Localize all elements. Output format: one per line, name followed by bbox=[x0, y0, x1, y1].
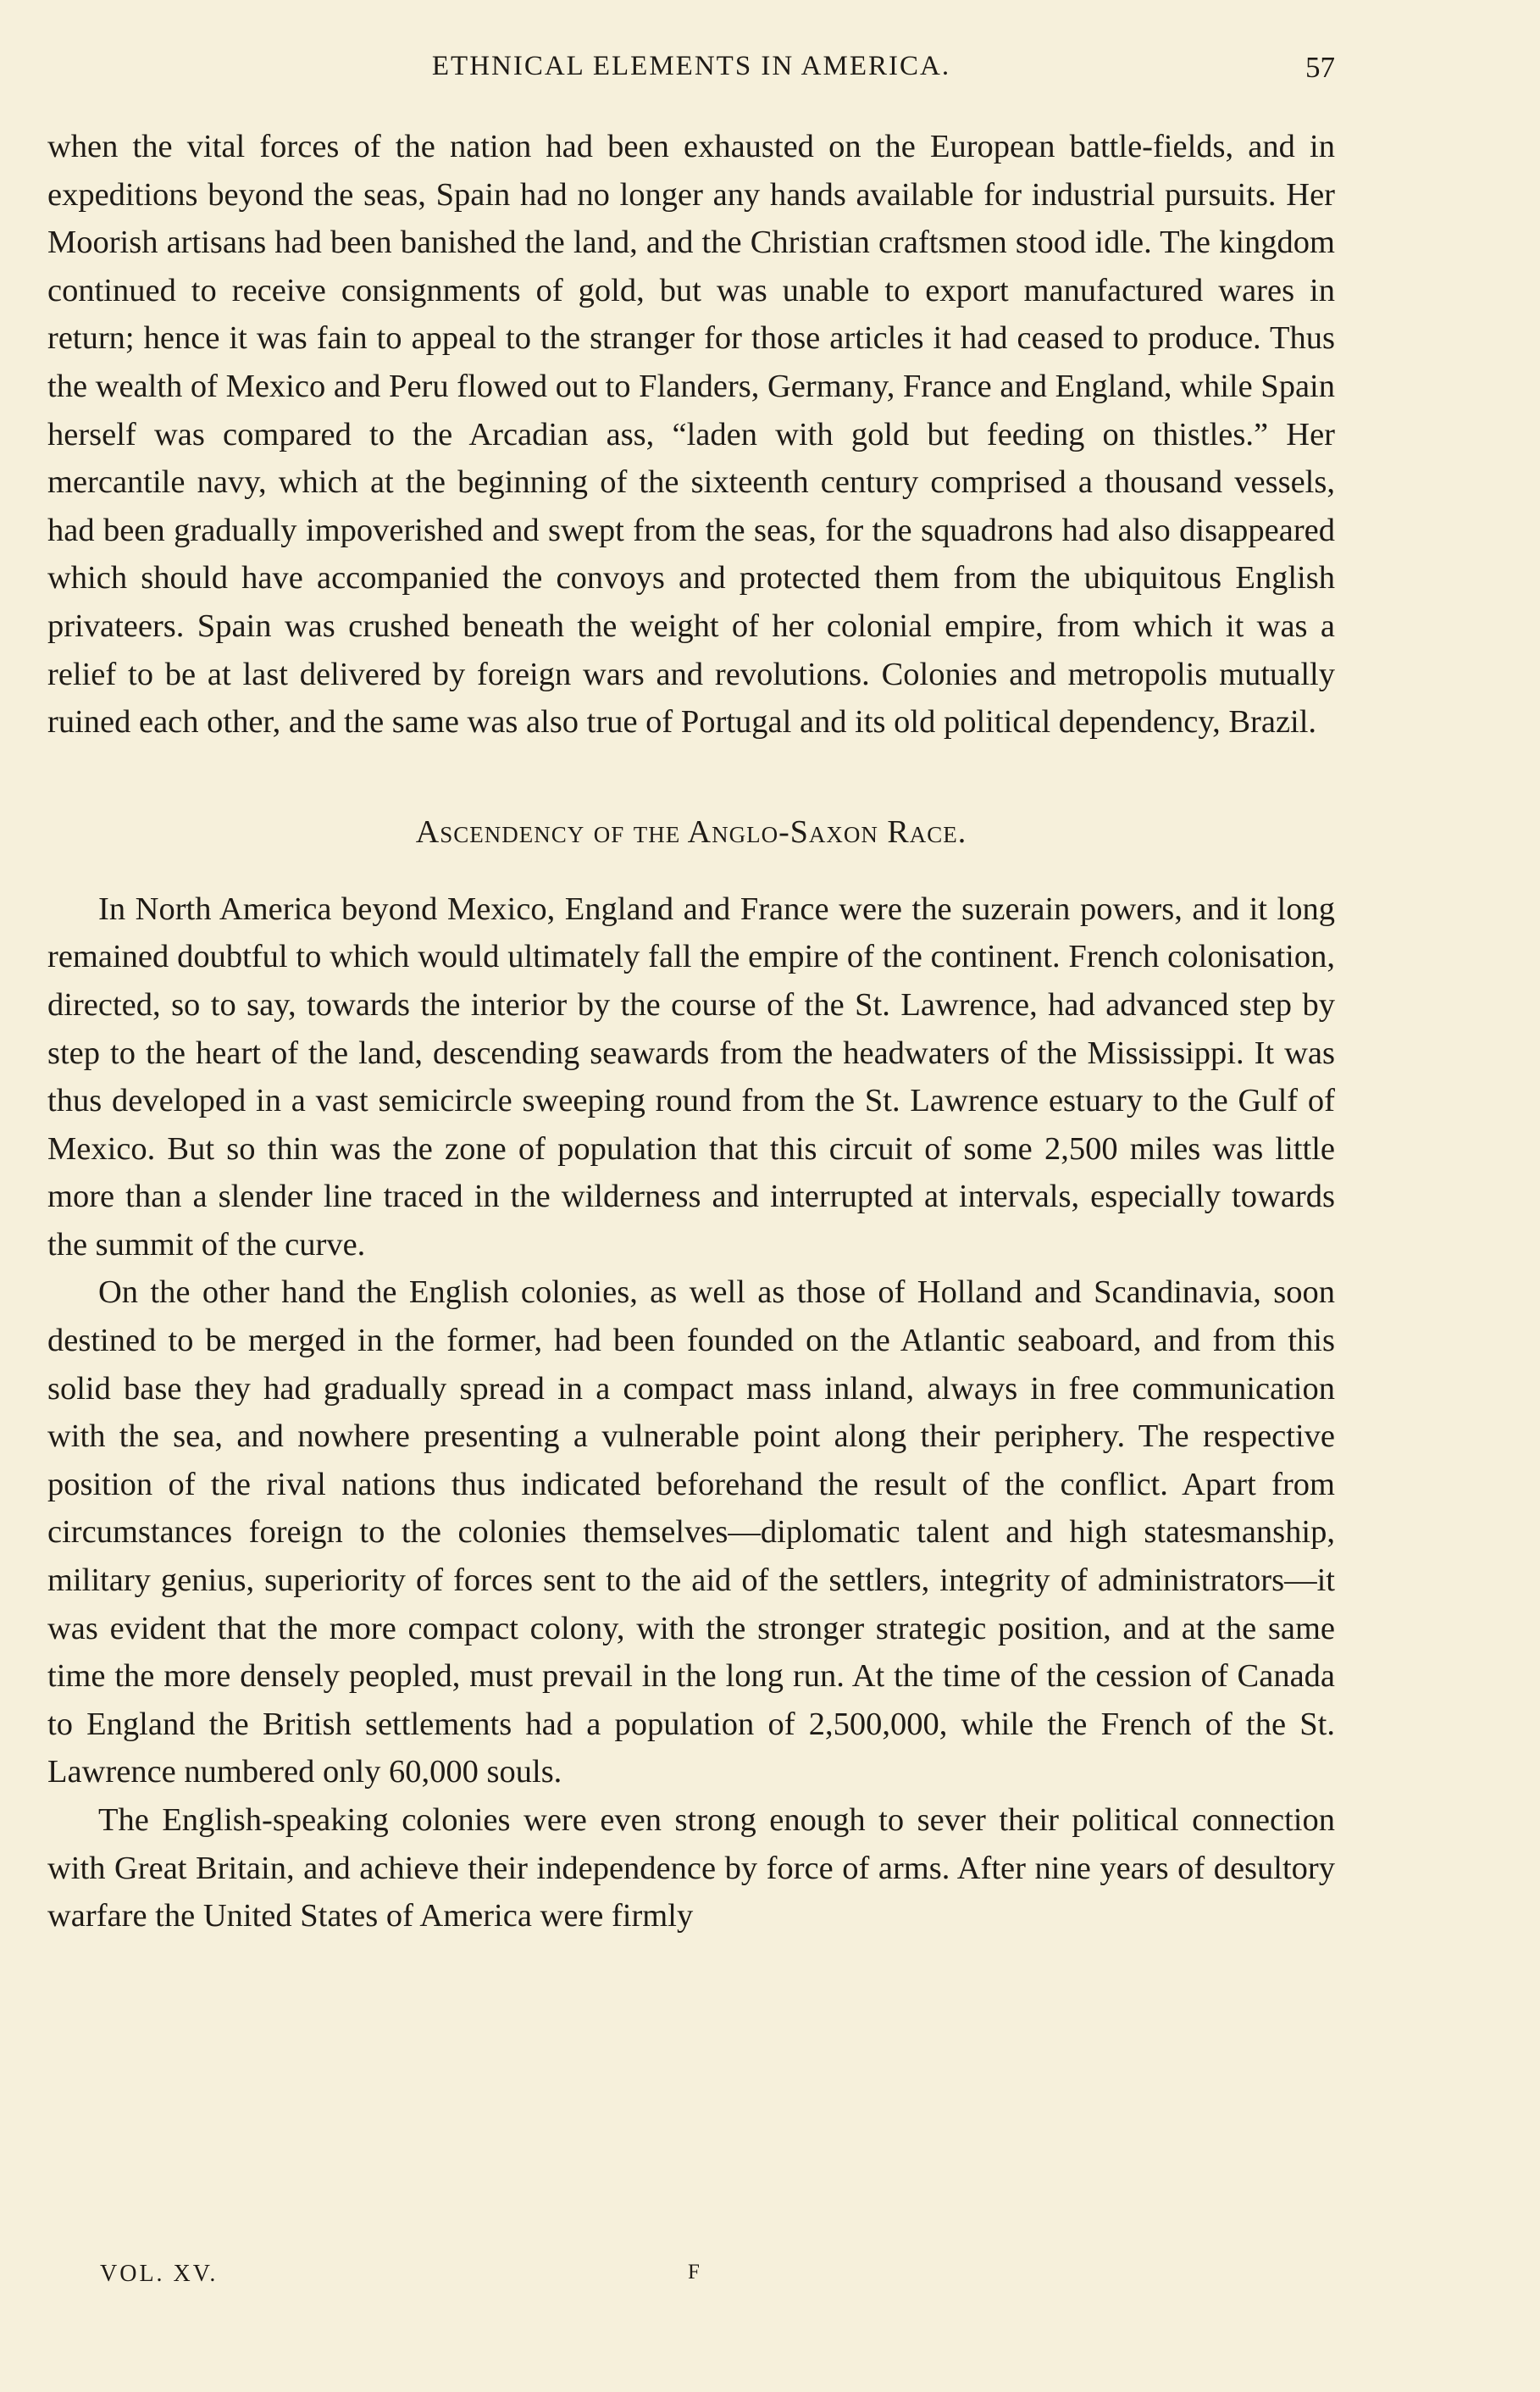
signature-mark: F bbox=[688, 2261, 700, 2284]
running-head bbox=[47, 51, 1335, 93]
body-text bbox=[47, 123, 1335, 1940]
paragraph-continuation: when the vital forces of the nation had been exhausted on the European battle-fields, and in expeditions beyond the seas, Spain had no longer any hands available for industrial pursuits. Her Moorish artisans had been banished the land, and the Christian craftsmen stood idle. The kingdom continued to receive consignments of gold, but was unable to export manufactured wares in return; hence it was fain to appeal to the stranger for those articles it had ceased to produce. Thus the wealth of Mexico and Peru flowed out to Flanders, Germany, France and England, while Spain herself was compared to the Arcadian ass, “laden with gold but feeding on thistles.” Her mercantile navy, which at the beginning of the sixteenth century comprised a thousand vessels, had been gradually impoverished and swept from the seas, for the squadrons had also disappeared which should have accompanied the convoys and protected them from the ubiquitous English privateers. Spain was crushed beneath the weight of her colonial empire, from which it was a relief to be at last delivered by foreign wars and revolutions. Colonies and metropolis mutually ruined each other, and the same was also true of Portugal and its old political dependency, Brazil. bbox=[47, 129, 1335, 741]
running-title: ETHNICAL ELEMENTS IN AMERICA. bbox=[431, 51, 951, 81]
page-footer bbox=[100, 2261, 1201, 2295]
paragraph: In North America beyond Mexico, England and France were the suzerain powers, and it long remained doubtful to which would ultimately fall the empire of the continent. French colonisation, directed, so to say, towards the interior by the course of the St. Lawrence, had advanced step by step to the heart of the land, descending seawards from the headwaters of the Mississippi. It was thus developed in a vast semicircle sweeping round from the St. Lawrence estuary to the Gulf of Mexico. But so thin was the zone of population that this circuit of some 2,500 miles was little more than a slender line traced in the wilderness and interrupted at intervals, especially towards the summit of the curve. bbox=[47, 891, 1335, 1263]
section-heading: Ascendency of the Anglo-Saxon Race. bbox=[415, 813, 967, 850]
paragraph: The English-speaking colonies were even strong enough to sever their political connection with Great Britain, and achieve their independence by force of arms. After nine years of desultory warfare the United States of America were firmly bbox=[47, 1802, 1335, 1934]
volume-mark: VOL. XV. bbox=[100, 2261, 219, 2287]
paragraph: On the other hand the English colonies, as well as those of Holland and Scandinavia, soon destined to be merged in the former, had been founded on the Atlantic seaboard, and from this solid base they had gradually spread in a compact mass inland, always in free communication with the sea, and nowhere presenting a vulnerable point along their periphery. The respective position of the rival nations thus indicated beforehand the result of the conflict. Apart from circumstances foreign to the colonies themselves—diplomatic talent and high statesmanship, military genius, superiority of forces sent to the aid of the settlers, integrity of administrators—it was evident that the more compact colony, with the stronger strategic position, and at the same time the more densely peopled, must prevail in the long run. At the time of the cession of Canada to England the British settlements had a population of 2,500,000, while the French of the St. Lawrence numbered only 60,000 souls. bbox=[47, 1274, 1335, 1790]
page-number: 57 bbox=[1305, 51, 1335, 84]
